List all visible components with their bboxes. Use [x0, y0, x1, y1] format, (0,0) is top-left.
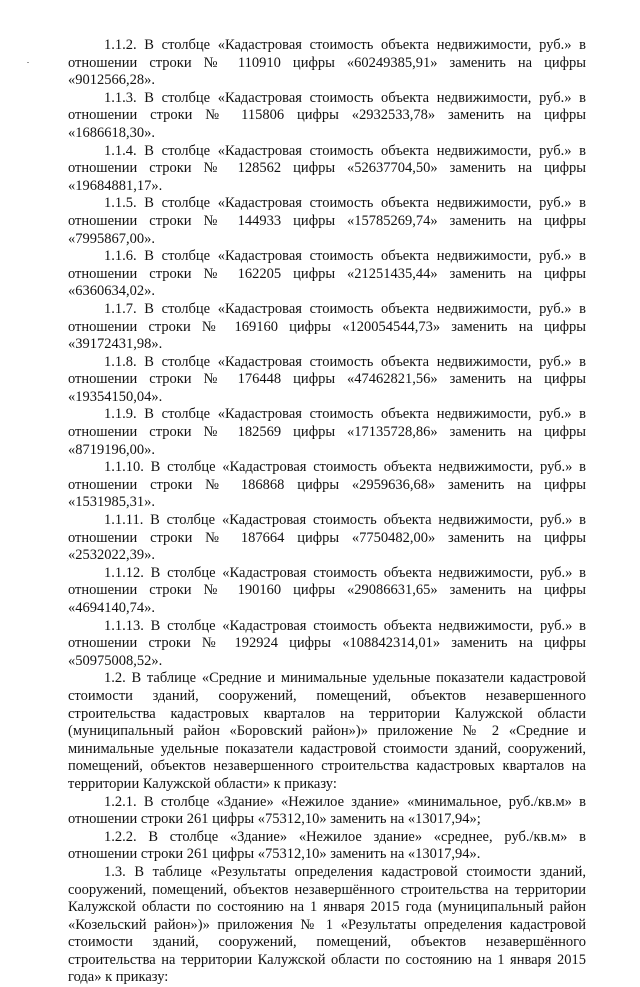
- paragraph-1-1-3: 1.1.3. В столбце «Кадастровая стоимость объекта недвижимости, руб.» в отношении строки № 115806 цифры «2932533,78» заменить на цифры «1686618,30».: [68, 89, 586, 141]
- paragraph-1-1-11: 1.1.11. В столбце «Кадастровая стоимость объекта недвижимости, руб.» в отношении строки № 187664 цифры «7750482,00» заменить на цифры «2532022,39».: [68, 512, 586, 564]
- document-body: [68, 37, 586, 987]
- paragraph-1-3: 1.3. В таблице «Результаты определения кадастровой стоимости зданий, сооружений, помещений, объектов незавершённого строительства на территории Калужской области по состоянию на 1 января 2015 года (муниципальный район «Козельский район»)» приложения № 1 «Результаты определения кадастровой стоимости зданий, сооружений, помещений, объектов незавершённого строительства на территории Калужской области по состоянию на 1 января 2015 года» к приказу:: [68, 863, 586, 986]
- paragraph-1-2-2: 1.2.2. В столбце «Здание» «Нежилое здание» «среднее, руб./кв.м» в отношении строки 261 цифры «75312,10» заменить на «13017,94».: [68, 828, 586, 863]
- paragraph-1-1-10: 1.1.10. В столбце «Кадастровая стоимость объекта недвижимости, руб.» в отношении строки № 186868 цифры «2959636,68» заменить на цифры «1531985,31».: [68, 459, 586, 511]
- paragraph-1-1-9: 1.1.9. В столбце «Кадастровая стоимость объекта недвижимости, руб.» в отношении строки № 182569 цифры «17135728,86» заменить на цифры «8719196,00».: [68, 406, 586, 458]
- paragraph-1-1-2: 1.1.2. В столбце «Кадастровая стоимость объекта недвижимости, руб.» в отношении строки № 110910 цифры «60249385,91» заменить на цифры «9012566,28».: [68, 37, 586, 89]
- scan-speck: [27, 62, 29, 63]
- paragraph-1-1-7: 1.1.7. В столбце «Кадастровая стоимость объекта недвижимости, руб.» в отношении строки № 169160 цифры «120054544,73» заменить на цифры «39172431,98».: [68, 300, 586, 353]
- paragraph-1-1-6: 1.1.6. В столбце «Кадастровая стоимость объекта недвижимости, руб.» в отношении строки № 162205 цифры «21251435,44» заменить на цифры «6360634,02».: [68, 248, 586, 300]
- paragraph-1-2-1: 1.2.1. В столбце «Здание» «Нежилое здание» «минимальное, руб./кв.м» в отношении строки 261 цифры «75312,10» заменить на «13017,94»;: [68, 793, 586, 828]
- paragraph-1-1-8: 1.1.8. В столбце «Кадастровая стоимость объекта недвижимости, руб.» в отношении строки № 176448 цифры «47462821,56» заменить на цифры «19354150,04».: [68, 353, 586, 405]
- paragraph-1-1-13: 1.1.13. В столбце «Кадастровая стоимость объекта недвижимости, руб.» в отношении строки № 192924 цифры «108842314,01» заменить на цифры «50975008,52».: [68, 617, 586, 669]
- paragraph-1-1-12: 1.1.12. В столбце «Кадастровая стоимость объекта недвижимости, руб.» в отношении строки № 190160 цифры «29086631,65» заменить на цифры «4694140,74».: [68, 564, 586, 616]
- paragraph-1-1-4: 1.1.4. В столбце «Кадастровая стоимость объекта недвижимости, руб.» в отношении строки № 128562 цифры «52637704,50» заменить на цифры «19684881,17».: [68, 142, 586, 194]
- paragraph-1-2: 1.2. В таблице «Средние и минимальные удельные показатели кадастровой стоимости зданий, сооружений, помещений, объектов незавершенного строительства кадастровых кварталов на территории Калужской области (муниципальный район «Боровский район»)» приложение № 2 «Средние и минимальные удельные показатели кадастровой стоимости зданий, сооружений, помещений, объектов незавершенного строительства кадастровых кварталов на территории Калужской области» к приказу:: [68, 670, 586, 792]
- paragraph-1-1-5: 1.1.5. В столбце «Кадастровая стоимость объекта недвижимости, руб.» в отношении строки № 144933 цифры «15785269,74» заменить на цифры «7995867,00».: [68, 195, 586, 247]
